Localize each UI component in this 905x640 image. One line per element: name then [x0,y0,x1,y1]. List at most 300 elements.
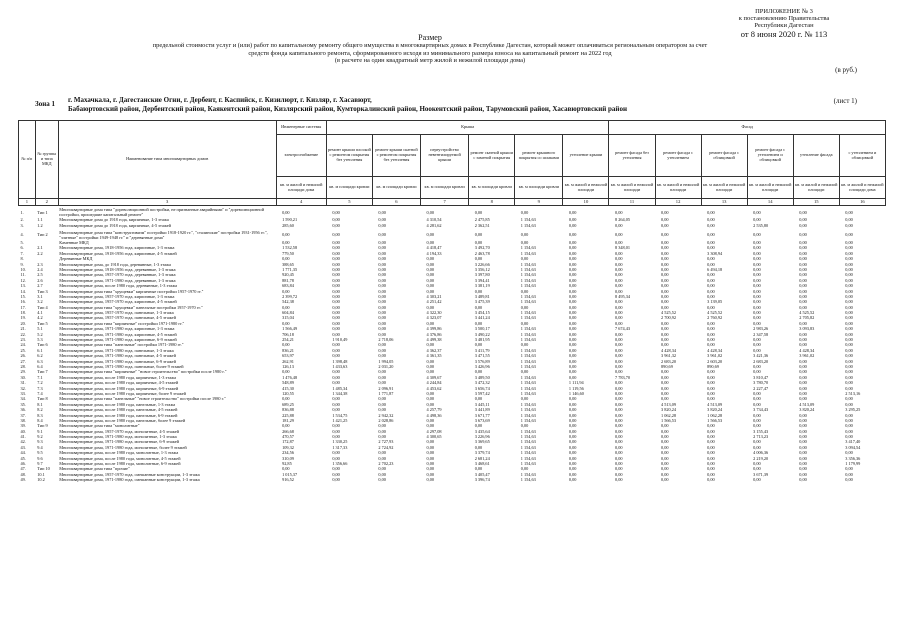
value-cell: 8 495,34 [614,294,631,299]
value-cell: 0,00 [568,256,577,262]
value-cell: 0,00 [707,289,715,294]
row-index: 2.6 [37,278,43,283]
value-cell: 2 700,92 [661,316,677,321]
value-cell: 3 381,19 [474,283,490,289]
value-cell: 0,00 [332,332,340,337]
value-cell: 3 734,43 [753,407,769,413]
value-cell: 0,00 [568,477,577,483]
value-cell: 1 398,48 [332,359,348,364]
value-cell: 0,00 [332,429,340,434]
column-number: 4 [276,199,326,206]
value-cell: 0,00 [707,391,715,396]
value-cell: 0,00 [474,424,483,429]
column-number: 2 [35,199,58,206]
value-cell: 0,00 [568,407,577,413]
value-cell: 6 494,18 [707,267,723,272]
value-cell: 0,00 [568,273,577,278]
value-cell: 0,00 [707,305,715,310]
value-cell: 0,00 [568,451,577,456]
value-cell: 1 317,33 [332,445,348,450]
value-cell: 3 820,24 [661,407,677,413]
value-cell: 0,00 [753,289,761,294]
value-cell: 0,00 [378,305,386,310]
value-cell: 0,00 [707,232,715,238]
value-cell: 3 961,02 [799,353,815,359]
value-cell: 0,00 [378,310,386,316]
row-index: 6.3 [37,359,43,364]
value-cell: 0,00 [661,375,669,380]
value-cell: 1 154,63 [520,332,536,337]
value-cell: 1 119,56 [568,386,584,391]
value-cell: 0,00 [661,289,669,294]
value-cell: 0,00 [661,451,669,456]
row-description: Многоквартирные дома типа "дореволюционной постройки, не признанные аварийными" и "дореволюционной постройки, прошедшие капитальный ремонт" [59,207,264,217]
value-cell: 0,00 [753,424,761,429]
row-description: Многоквартирные дома типа "панельные" постройки 1971-1980 гг." [59,343,184,348]
value-cell: 0,00 [568,467,577,472]
value-cell: 1 154,63 [520,218,536,223]
row-index: 6.1 [37,348,43,353]
value-cell: 1 154,63 [520,375,536,380]
value-cell: 0,00 [332,232,340,238]
value-cell: 1 062,28 [707,413,723,418]
header-group: № группы и типа МКД [35,121,58,199]
column-number: 11 [609,199,655,206]
value-cell: 0,00 [661,477,669,483]
value-cell: 0,00 [378,472,386,477]
value-cell: 2 718,06 [378,337,394,343]
subheader-cell: ремонт фасада с утеплением [655,135,701,177]
value-cell: 0,00 [378,218,386,223]
unit-label: (в руб.) [835,66,857,74]
appendix-line: к постановлению Правительства [738,15,830,23]
value-cell: 0,00 [614,332,623,337]
value-cell: 2 475,85 [474,218,490,223]
value-cell: 1 015,37 [282,472,298,477]
value-cell: 0,00 [614,209,623,215]
value-cell: 0,00 [661,429,669,434]
row-index: 6. [20,246,24,251]
value-cell: 0,00 [799,386,807,391]
value-cell: 0,00 [568,424,577,429]
value-cell: 0,00 [332,316,340,321]
column-number: 12 [655,199,701,206]
unit-cell: кв. м жилой и нежилой площади [655,177,701,199]
value-cell: 0,00 [845,267,853,272]
value-cell: 0,00 [282,240,290,246]
value-cell: 0,00 [332,321,340,326]
value-cell: 0,00 [520,321,529,326]
value-cell: 2 028,86 [378,418,394,423]
value-cell: 3 094,54 [845,445,861,450]
value-cell: 0,00 [282,256,290,262]
row-index: 27. [20,359,26,364]
value-cell: 3 673,69 [474,418,490,423]
value-cell: 0,00 [753,440,761,445]
value-cell: 0,00 [661,251,669,256]
value-cell: 0,00 [753,267,761,272]
value-cell: 3 093,83 [799,327,815,332]
value-cell: 920,45 [282,273,294,278]
value-cell: 1 154,63 [520,273,536,278]
value-cell: 0,00 [378,246,386,251]
value-cell: 0,00 [661,305,669,310]
zone-description [68,96,788,114]
row-index: 19. [20,316,26,321]
value-cell: 0,00 [282,209,290,215]
value-cell: 1 154,63 [520,461,536,467]
value-cell: 0,00 [845,370,853,375]
value-cell: 0,00 [799,267,807,272]
value-cell: 0,00 [707,375,715,380]
row-index: Тип 1 [37,209,48,215]
value-cell: 92,85 [282,461,292,467]
row-index: 40. [20,429,26,434]
value-cell: 0,00 [799,283,807,289]
value-cell: 0,00 [799,294,807,299]
value-cell: 0,00 [845,375,853,380]
value-cell: 0,00 [661,472,669,477]
zone-label: Зона 1 [35,100,55,108]
value-cell: 0,00 [426,267,435,272]
value-cell: 0,00 [378,380,386,386]
value-cell: 3 656,74 [474,386,490,391]
row-description: Многоквартирные дома типа "хрущевки" кирпичные постройки 1957-1970 гг." [59,289,204,294]
row-description: Многоквартирные дома, 1971-1980 года, панельные, 6-9 этажей [59,359,176,364]
row-index: 24. [20,343,26,348]
value-cell: 0,00 [378,223,386,228]
value-cell: 266,68 [282,429,294,434]
value-cell: 0,00 [845,321,853,326]
value-cell: 0,00 [799,343,807,348]
value-cell: 1 433,63 [332,364,348,369]
value-cell: 3 961,32 [661,353,677,359]
value-cell: 0,00 [568,267,577,272]
row-description: Многоквартирные дома, 1957-1970 года, панельные, 4-5 этажей [59,316,176,321]
value-cell: 1 994,05 [378,359,394,364]
table-row [19,478,886,483]
value-cell: 0,00 [520,256,529,262]
value-cell: 0,00 [707,209,715,215]
value-cell: 0,00 [707,440,715,445]
value-cell: 0,00 [568,310,577,316]
value-cell: 4 281,62 [426,223,442,228]
value-cell: 4 525,52 [707,310,723,316]
value-cell: 0,00 [753,467,761,472]
value-cell: 1 154,63 [520,310,536,316]
row-index: 2. [20,218,24,223]
value-cell: 0,00 [378,321,386,326]
value-cell: 120,55 [282,391,294,396]
value-cell: 2 683,20 [661,359,677,364]
row-index: Тип 5 [37,321,48,326]
value-cell: 0,00 [568,327,577,332]
unit-cell: кв. м площади кровли [421,177,469,199]
value-cell: 0,00 [799,321,807,326]
value-cell: 0,00 [753,256,761,262]
value-cell: 0,00 [661,424,669,429]
value-cell: 1 062,28 [661,413,677,418]
value-cell: 0,00 [799,477,807,483]
value-cell: 0,00 [474,370,483,375]
value-cell: 0,00 [799,391,807,396]
value-cell: 0,00 [661,391,669,396]
value-cell: 0,00 [661,223,669,228]
value-cell: 0,00 [799,445,807,450]
row-index: 2.2 [37,251,43,256]
value-cell: 881,78 [282,278,294,283]
value-cell: 225,88 [282,413,294,418]
value-cell: 4 428,34 [707,348,723,353]
value-cell: 0,00 [614,223,623,228]
value-cell: 0,00 [799,397,807,402]
value-cell: 0,00 [753,218,761,223]
value-cell: 1 146,60 [568,391,584,396]
row-index: 25. [20,348,26,353]
value-cell: 836,88 [282,407,294,413]
value-cell: 0,00 [707,424,715,429]
value-cell: 2 681,24 [474,456,490,461]
value-cell: 0,00 [520,467,529,472]
value-cell: 0,00 [753,294,761,299]
value-cell: 0,00 [568,375,577,380]
row-description: Многоквартирные дома, 1971-1980 года, кирпичные, 4-5 этажей [59,332,177,337]
value-cell: 0,00 [614,232,623,238]
value-cell: 0,00 [568,283,577,289]
value-cell: 0,00 [614,370,623,375]
row-index: 32. [20,386,26,391]
value-cell: 0,00 [520,305,529,310]
value-cell: 4 323,07 [426,316,442,321]
value-cell: 0,00 [799,278,807,283]
row-description: Многоквартирные дома, 1918-1956 года, кирпичные, 4-5 этажей [59,251,177,256]
row-index: 2.1 [37,246,43,251]
row-index: 7.2 [37,380,43,386]
unit-cell: кв. м жилой и нежилой площади [563,177,609,199]
value-cell: 0,00 [707,278,715,283]
value-cell: 0,00 [707,262,715,267]
value-cell: 0,00 [661,461,669,467]
value-cell: 916,52 [282,477,294,483]
column-number: 6 [372,199,420,206]
value-cell: 1 154,63 [520,246,536,251]
value-cell: 0,00 [845,386,853,391]
row-index: 9.4 [37,445,43,450]
value-cell: 0,00 [799,375,807,380]
value-cell: 0,00 [707,370,715,375]
value-cell: 0,00 [378,451,386,456]
value-cell: 0,00 [661,283,669,289]
value-cell: 4 361,35 [426,353,442,359]
value-cell: 4 244,84 [426,380,442,386]
value-cell: 0,00 [707,472,715,477]
row-index: 18. [20,310,26,316]
value-cell: 0,00 [426,440,435,445]
value-cell: 0,00 [378,467,386,472]
row-index: 44. [20,451,26,456]
value-cell: 3 445,11 [474,402,490,407]
row-index: 2.4 [37,267,43,272]
value-cell: 2 727,93 [378,440,394,445]
value-cell: 1 154,63 [520,445,536,450]
value-cell: 0,00 [614,467,623,472]
row-index: Тип 2 [37,232,48,238]
row-description: Многоквартирные дома, 1971-1980 года, кирпичные, 1-3 этажа [59,327,175,332]
value-cell: 0,00 [753,418,761,423]
value-cell: 4 525,52 [661,310,677,316]
value-cell: 0,00 [426,321,435,326]
value-cell: 0,00 [426,418,435,423]
value-cell: 0,00 [520,240,529,246]
value-cell: 0,00 [707,240,715,246]
row-index: Тип 3 [37,289,48,294]
value-cell: 0,00 [707,445,715,450]
row-index: 38. [20,418,26,423]
row-index: Тип 9 [37,424,48,429]
row-index: 7.4 [37,391,43,396]
unit-cell: кв. м площади кровли [515,177,563,199]
value-cell: 0,00 [332,397,340,402]
value-cell: 0,00 [378,332,386,337]
value-cell: 0,00 [426,283,435,289]
value-cell: 470,57 [282,434,294,440]
value-cell: 0,00 [282,467,290,472]
value-cell: 0,00 [614,310,623,316]
value-cell: 1 154,63 [520,348,536,353]
value-cell: 7 674,43 [614,327,631,332]
value-cell: 0,00 [332,246,340,251]
value-cell: 0,00 [753,240,761,246]
value-cell: 0,00 [568,232,577,238]
value-cell: 0,00 [753,402,761,407]
value-cell: 0,00 [332,456,340,461]
value-cell: 0,00 [474,209,483,215]
row-index: 5. [20,240,24,246]
value-cell: 3 226,96 [474,434,490,440]
row-index: 7.1 [37,375,43,380]
subheader-cell: ремонт фасада с облицовкой [701,135,747,177]
subheader-cell: с утеплением и облицовкой [839,135,885,177]
row-description: Многоквартирные дома типа "кирпичные" постройки 1971-1980 гг." [59,321,185,326]
value-cell: 3 441,24 [474,316,490,321]
value-cell: 0,00 [753,251,761,256]
value-cell: 1 154,63 [520,316,536,321]
value-cell: 1 154,63 [520,353,536,359]
value-cell: 3 489,81 [474,294,490,299]
subheader-cell: ремонт крыши скатной с ремонтом покрытия без утепления [372,135,420,177]
column-number: 16 [839,199,885,206]
heading-line: (в расчете на один квадратный метр жилой и нежилой площади дома) [334,57,526,65]
value-cell: 0,00 [799,337,807,343]
value-cell: 2 362,51 [474,223,490,228]
value-cell: 0,00 [332,251,340,256]
value-cell: 2 347,58 [753,332,769,337]
subheader-cell: ремонт скатной крыши с заменой покрытия [469,135,515,177]
value-cell: 3 471,55 [474,353,490,359]
value-cell: 1 566,53 [661,418,677,423]
row-index: 6.2 [37,353,43,359]
row-index: 22. [20,332,26,337]
value-cell: 0,00 [426,359,435,364]
value-cell: 0,00 [474,256,483,262]
value-cell: 0,00 [614,451,623,456]
value-cell: 0,00 [799,209,807,215]
row-description: Многоквартирные дома до 1918 года, кирпичные, 1-3 этажа [59,218,169,223]
value-cell: 3 417,40 [845,440,861,445]
row-description: Многоквартирные дома, 1971-1980 года, монолитные, 1-3 этажа [59,434,177,440]
value-cell: 1 566,49 [282,327,298,332]
value-cell: 4 399,86 [426,327,442,332]
value-cell: 3 820,24 [799,407,815,413]
value-cell: 262,91 [282,359,294,364]
value-cell: 3 671,77 [474,413,490,418]
value-cell: 0,00 [378,256,386,262]
row-description: Многоквартирные дома, 1918-1956 года, кирпичные, 1-3 этажа [59,246,175,251]
row-index: 34. [20,397,26,402]
value-cell: 0,00 [661,386,669,391]
value-cell: 0,00 [753,310,761,316]
value-cell: 0,00 [378,209,386,215]
value-cell: 0,00 [378,240,386,246]
value-cell: 0,00 [799,359,807,364]
value-cell: 0,00 [614,262,623,267]
value-cell: 2 399,72 [282,294,298,299]
value-cell: 0,00 [845,240,853,246]
value-cell: 1 154,63 [520,391,536,396]
value-cell: 0,00 [799,456,807,461]
value-cell: 0,00 [799,289,807,294]
value-cell: 0,00 [426,364,435,369]
value-cell: 0,00 [661,246,669,251]
row-description: Многоквартирные дома типа "кирпичные" "новое строительство" постройки после 1980 г." [59,370,227,375]
value-cell: 542,38 [282,300,294,305]
value-cell: 0,00 [799,262,807,267]
value-cell: 0,00 [799,440,807,445]
value-cell: 1 154,63 [520,337,536,343]
row-index: 1.2 [37,223,43,228]
unit-cell: кв. м жилой и нежилой площади [793,177,839,199]
value-cell: 3 472,32 [474,380,490,386]
value-cell: 706,18 [282,332,294,337]
value-cell: 0,00 [378,251,386,256]
value-cell: 0,00 [753,397,761,402]
value-cell: 1 154,63 [520,407,536,413]
value-cell: 0,00 [520,397,529,402]
header-name: Наименование типа многоквартирных домов [58,121,276,199]
zone-cities: г. Махачкала, г. Дагестанские Огни, г. Дербент, г. Каспийск, г. Кизилюрт, г. Кизляр, г. Хасавюрт, [68,96,372,104]
value-cell: 0,00 [568,461,577,467]
row-description: Многоквартирные дома типа "прочие" [59,467,130,472]
value-cell: 0,00 [568,397,577,402]
row-index: 9.7 [37,461,43,467]
value-cell: 0,00 [753,477,761,483]
value-cell: 0,00 [332,402,340,407]
subheader-cell: утепление крыши [563,135,609,177]
row-index: 1. [20,209,24,215]
value-cell: 4 499,38 [426,337,442,343]
value-cell: 0,00 [707,467,715,472]
row-index: 9.5 [37,451,43,456]
value-cell: 1 154,63 [520,283,536,289]
value-cell: 0,00 [378,278,386,283]
value-cell: 0,00 [568,316,577,321]
value-cell: 3 468,61 [474,461,490,467]
value-cell: 0,00 [474,240,483,246]
value-cell: 0,00 [568,402,577,407]
value-cell: 0,00 [661,321,669,326]
value-cell: 0,00 [614,364,623,369]
value-cell: 0,00 [707,294,715,299]
